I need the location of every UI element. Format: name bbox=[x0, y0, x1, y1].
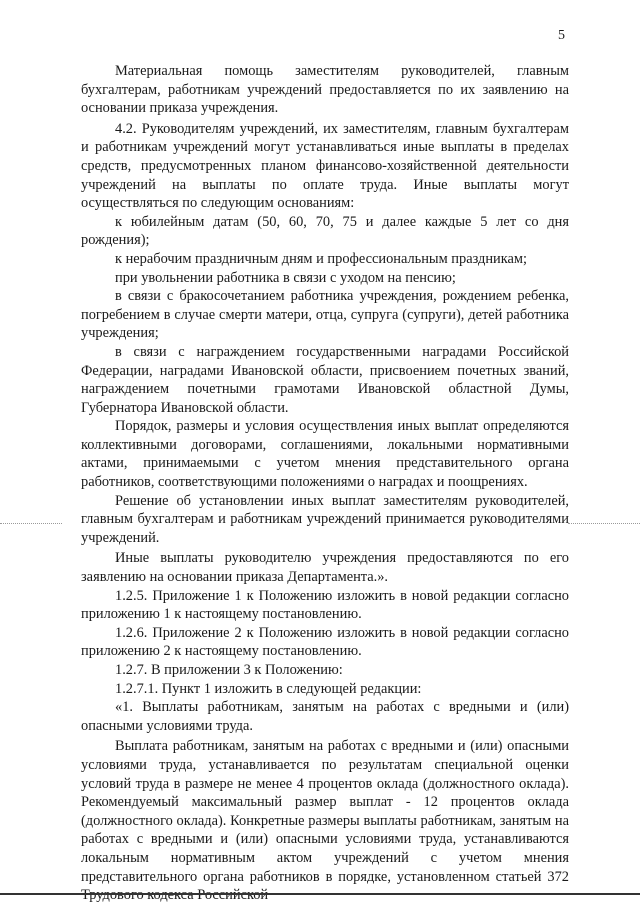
paragraph-procedure: Порядок, размеры и условия осуществления иных выплат определяются коллективными договорами, соглашениями, локальными нормативными актами, принимаемыми с учетом мнения представительного органа работников, соответствующими положениями о наградах и поощрениях. bbox=[81, 418, 569, 491]
paragraph-decision: Решение об установлении иных выплат заместителям руководителей, главным бухгалтерам и работникам учреждений принимается руководителями учреждений. bbox=[81, 492, 569, 546]
paragraph-hazard-body: Выплата работникам, занятым на работах с вредными и (или) опасными условиями труда, устанавливается по результатам специальной оценки условий труда в размере не менее 4 процентов оклада (должностного оклада). Рекомендуемый максимальный размер выплат - 12 процентов оклада (должностного оклада). Конкретные размеры выплаты работникам, занятым на работах с вредными и (или) опасными условиями труда, устанавливаются локальным нормативным актом учреждений с учетом мнения представительного органа работников в порядке, установленном статьей 372 Трудового кодекса Российской bbox=[81, 738, 569, 904]
paragraph-1-2-7: 1.2.7. В приложении 3 к Положению: bbox=[115, 662, 343, 678]
right-margin-mark bbox=[568, 523, 640, 524]
paragraph-director-payments: Иные выплаты руководителю учреждения предоставляются по его заявлению на основании приказа Департамента.». bbox=[81, 550, 569, 586]
paragraph-1-2-6: 1.2.6. Приложение 2 к Положению изложить в новой редакции согласно приложению 2 к настоящему постановлению. bbox=[81, 624, 569, 660]
list-item-family-events: в связи с бракосочетанием работника учреждения, рождением ребенка, погребением в случае смерти матери, отца, супруга (супруги), детей работника учреждения; bbox=[81, 288, 569, 342]
list-item-retirement: при увольнении работника в связи с уходом на пенсию; bbox=[115, 269, 456, 286]
paragraph-hazard-title: «1. Выплаты работникам, занятым на работах с вредными и (или) опасными условиями труда. bbox=[81, 699, 569, 734]
bottom-rule bbox=[0, 893, 640, 895]
list-item-awards: в связи с награждением государственными наградами Российской Федерации, наградами Ивановской области, присвоением почетных званий, награждением почетными грамотами Ивановской областной Думы, Губернатора Ивановской области. bbox=[81, 343, 569, 416]
paragraph-1-2-7-1: 1.2.7.1. Пункт 1 изложить в следующей редакции: bbox=[115, 680, 422, 697]
paragraph-4-2: 4.2. Руководителям учреждений, их заместителям, главным бухгалтерам и работникам учреждений могут устанавливаться иные выплаты в пределах средств, предусмотренных планом финансово-хозяйственной деятельности учреждений на выплаты по оплате труда. Иные выплаты могут осуществляться по следующим основаниям: bbox=[81, 120, 569, 212]
list-item-anniversary: к юбилейным датам (50, 60, 70, 75 и далее каждые 5 лет со дня рождения); bbox=[81, 213, 569, 249]
document-body bbox=[81, 62, 569, 905]
paragraph-1-2-5: 1.2.5. Приложение 1 к Положению изложить в новой редакции согласно приложению 1 к настоящему постановлению. bbox=[81, 587, 569, 623]
left-margin-mark bbox=[0, 523, 62, 524]
paragraph-material-aid: Материальная помощь заместителям руководителей, главным бухгалтерам, работникам учреждений предоставляется по их заявлению на основании приказа учреждения. bbox=[81, 63, 569, 117]
page-number: 5 bbox=[558, 28, 565, 43]
list-item-holidays: к нерабочим праздничным дням и профессиональным праздникам; bbox=[115, 250, 528, 267]
